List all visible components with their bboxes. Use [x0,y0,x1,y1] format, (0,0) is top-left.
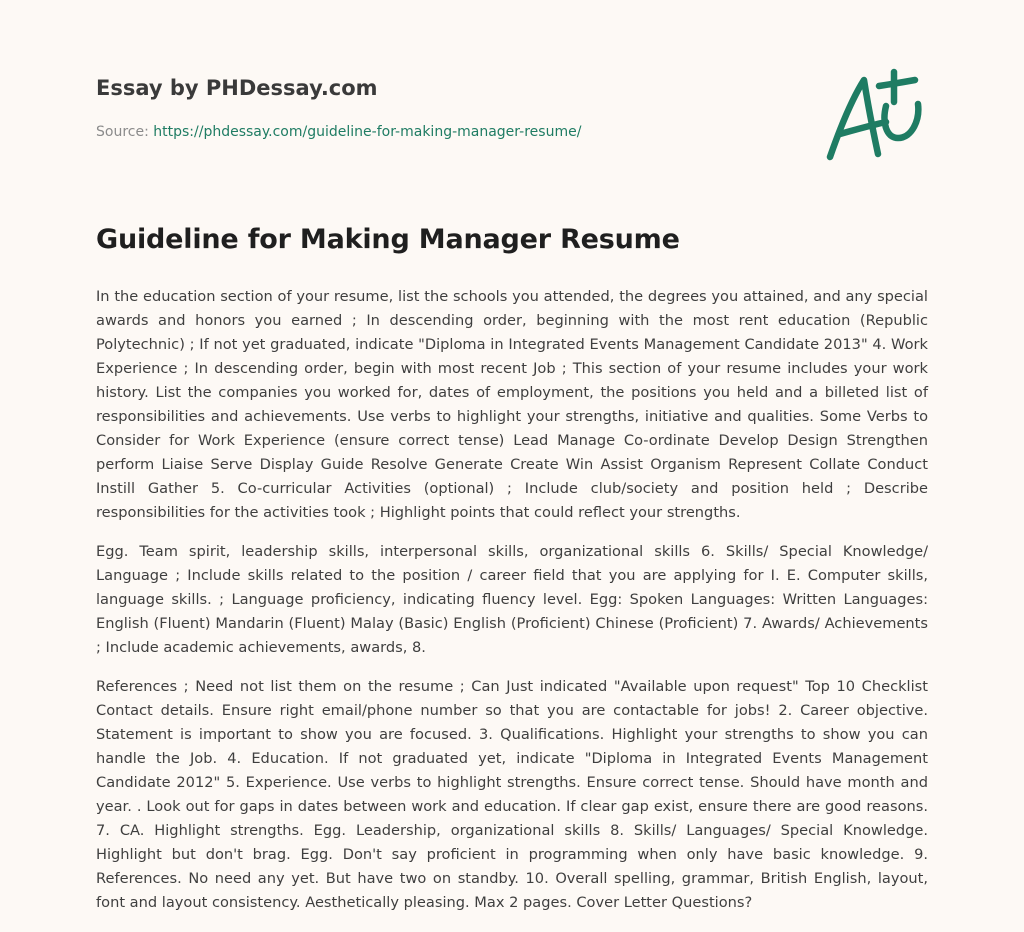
article-paragraph: Egg. Team spirit, leadership skills, interpersonal skills, organizational skills 6. Skills/ Special Knowledge/ Language ; Include skills related to the position / career field that you are applying for I. E. Computer skills, language skills. ; Language proficiency, indicating fluency level. Egg: Spoken Languages: Written Languages: English (Fluent) Mandarin (Fluent) Malay (Basic) English (Proficient) Chinese (Proficient) 7. Awards/ Achievements ; Include academic achievements, awards, 8. [96,543,928,656]
source-line [96,124,581,140]
a-plus-grade-icon [818,64,932,168]
article-body [96,285,928,930]
article-title: Guideline for Making Manager Resume [96,224,680,255]
source-label: Source: [96,124,154,140]
article-paragraph: In the education section of your resume, list the schools you attended, the degrees you attained, and any special awards and honors you earned ; In descending order, beginning with the most rent education (Republic Polytechnic) ; If not yet graduated, indicate "Diploma in Integrated Events Management Candidate 2013" 4. Work Experience ; In descending order, begin with most recent Job ; This section of your resume includes your work history. List the companies you worked for, dates of employment, the positions you held and a billeted list of responsibilities and achievements. Use verbs to highlight your strengths, initiative and qualities. Some Verbs to Consider for Work Experience (ensure correct tense) Lead Manage Co-ordinate Develop Design Strengthen perform Liaise Serve Display Guide Resolve Generate Create Win Assist Organism Represent Collate Conduct Instill Gather 5. Co-curricular Activities (optional) ; Include club/society and position held ; Describe responsibilities for the activities took ; Highlight points that could reflect your strengths. [96,288,928,521]
brand-title: Essay by PHDessay.com [96,76,378,100]
article-paragraph: References ; Need not list them on the resume ; Can Just indicated "Available upon request" Top 10 Checklist Contact details. Ensure right email/phone number so that you are contactable for jobs! 2. Career objective. Statement is important to show you are focused. 3. Qualifications. Highlight your strengths to show you can handle the Job. 4. Education. If not graduated yet, indicate "Diploma in Integrated Events Management Candidate 2012" 5. Experience. Use verbs to highlight strengths. Ensure correct tense. Should have month and year. . Look out for gaps in dates between work and education. If clear gap exist, ensure there are good reasons. 7. CA. Highlight strengths. Egg. Leadership, organizational skills 8. Skills/ Languages/ Special Knowledge. Highlight but don't brag. Egg. Don't say proficient in programming when only have basic knowledge. 9. References. No need any yet. But have two on standby. 10. Overall spelling, grammar, British English, layout, font and layout consistency. Aesthetically pleasing. Max 2 pages. Cover Letter Questions? [96,678,928,911]
source-link[interactable]: https://phdessay.com/guideline-for-making-manager-resume/ [153,124,582,140]
